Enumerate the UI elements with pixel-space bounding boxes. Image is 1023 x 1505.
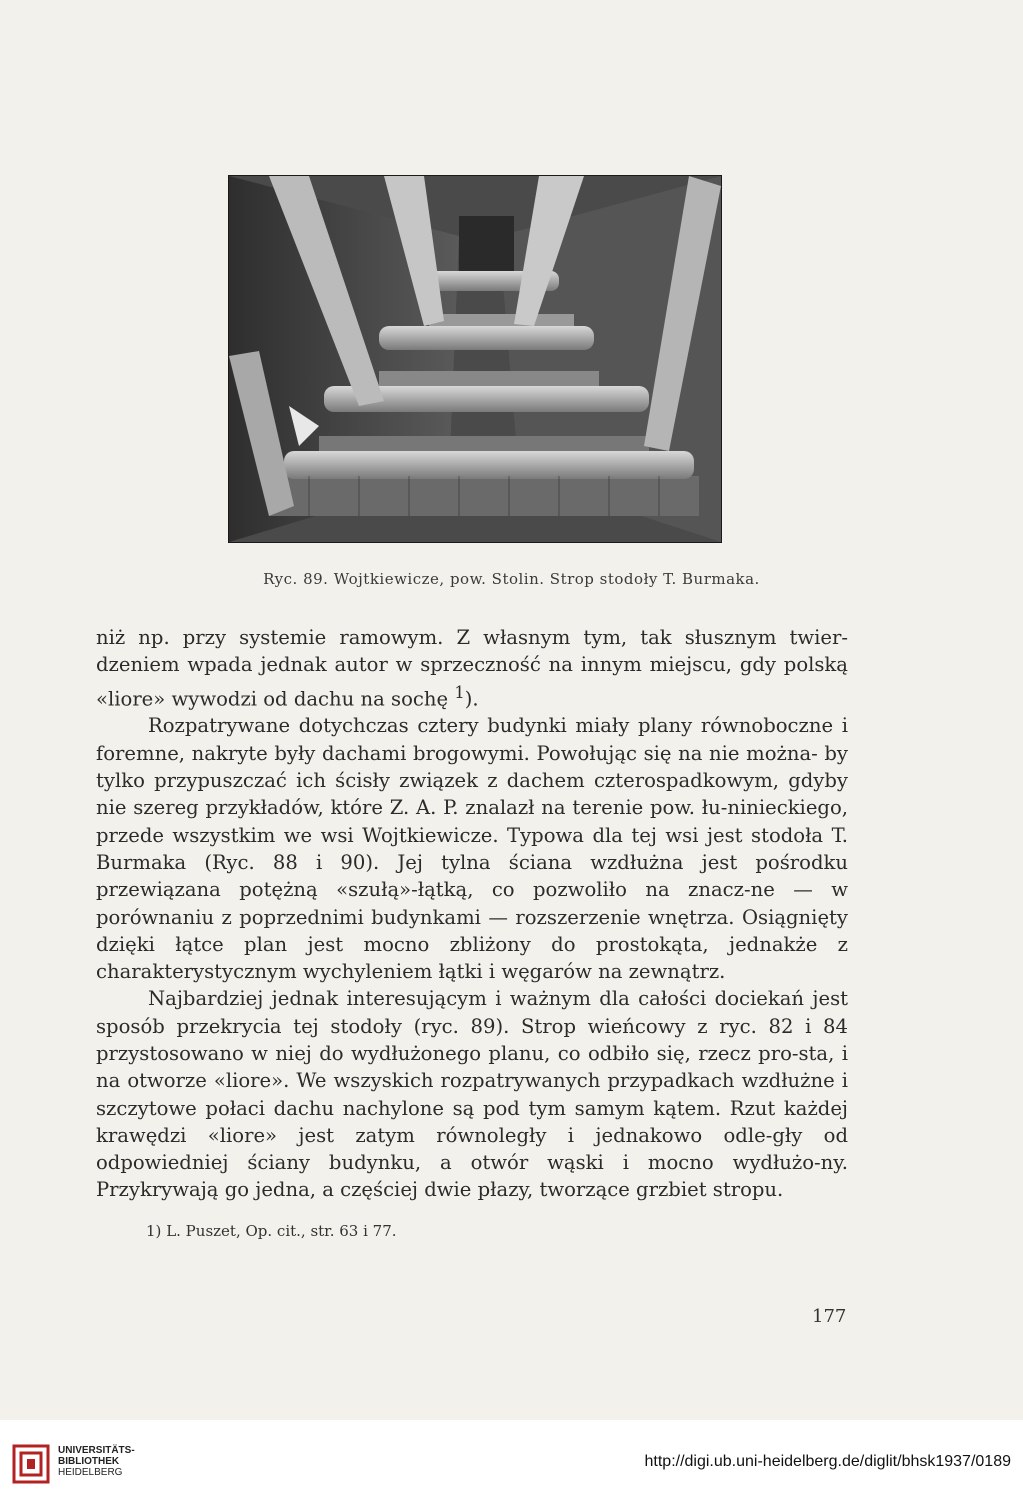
logo-line-2: BIBLIOTHEK [58,1456,120,1467]
footnote [146,1222,397,1240]
source-url[interactable]: http://digi.ub.uni-heidelberg.de/diglit/bhsk1937/0189 [644,1453,1011,1470]
page-number: 177 [812,1306,847,1327]
paragraph-1-text: niż np. przy systemie ramowym. Z własnym tym, tak słusznym twier-dzeniem wpada jednak autor w sprzeczność na innym miejscu, gdy polską «liore» wywodzi od dachu na sochę [96,626,848,711]
library-logo-text [58,1445,135,1478]
footnote-marker: 1) [146,1222,162,1240]
body-text [96,624,848,1204]
logo-line-3: HEIDELBERG [58,1467,123,1478]
library-logo-icon [12,1444,50,1484]
ceiling-photograph [228,175,722,543]
figure-caption: Ryc. 89. Wojtkiewicze, pow. Stolin. Strop stodoły T. Burmaka. [263,570,760,588]
paragraph-1 [96,624,848,712]
footnote-ref: 1 [454,682,465,702]
paragraph-2: Rozpatrywane dotychczas cztery budynki miały plany równoboczne i foremne, nakryte były dachami brogowymi. Powołując się na nie można- by tylko przypuszczać ich ścisły związek z dachem czterospadkowym, gdyby nie szereg przykładów, które Z. A. P. znalazł na terenie pow. łu-ninieckiego, przede wszystkim we wsi Wojtkiewicze. Typowa dla tej wsi jest stodoła T. Burmaka (Ryc. 88 i 90). Jej tylna ściana wzdłużna jest pośrodku przewiązana potężną «szułą»-łątką, co pozwoliło na znacz-ne — w porównaniu z poprzednimi budynkami — rozszerzenie wnętrza. Osiągnięty dzięki łątce plan jest mocno zbliżony do prostokąta, jednakże z charakterystycznym wychyleniem łątki i węgarów na zewnątrz. [96,714,848,984]
footnote-text: L. Puszet, Op. cit., str. 63 i 77. [166,1222,397,1240]
footer-bar [0,1420,1023,1505]
paragraph-1-close: ). [464,687,479,711]
logo-line-1: UNIVERSITÄTS- [58,1445,135,1456]
ceiling-photo-drawing [229,176,721,542]
paragraph-3: Najbardziej jednak interesującym i ważnym dla całości dociekań jest sposób przekrycia tej stodoły (ryc. 89). Strop wieńcowy z ryc. 82 i 84 przystosowano w niej do wydłużonego planu, co odbiło się, rzecz pro-sta, i na otworze «liore». We wszyskich rozpatrywanych przypadkach wzdłużne i szczytowe połaci dachu nachylone są pod tym samym kątem. Rzut każdej krawędzi «liore» jest zatym równoległy i jednakowo odle-gły od odpowiedniej ściany budynku, a otwór wąski i mocno wydłużo-ny. Przykrywają go jedna, a częściej dwie płazy, tworzące grzbiet stropu. [96,987,848,1202]
